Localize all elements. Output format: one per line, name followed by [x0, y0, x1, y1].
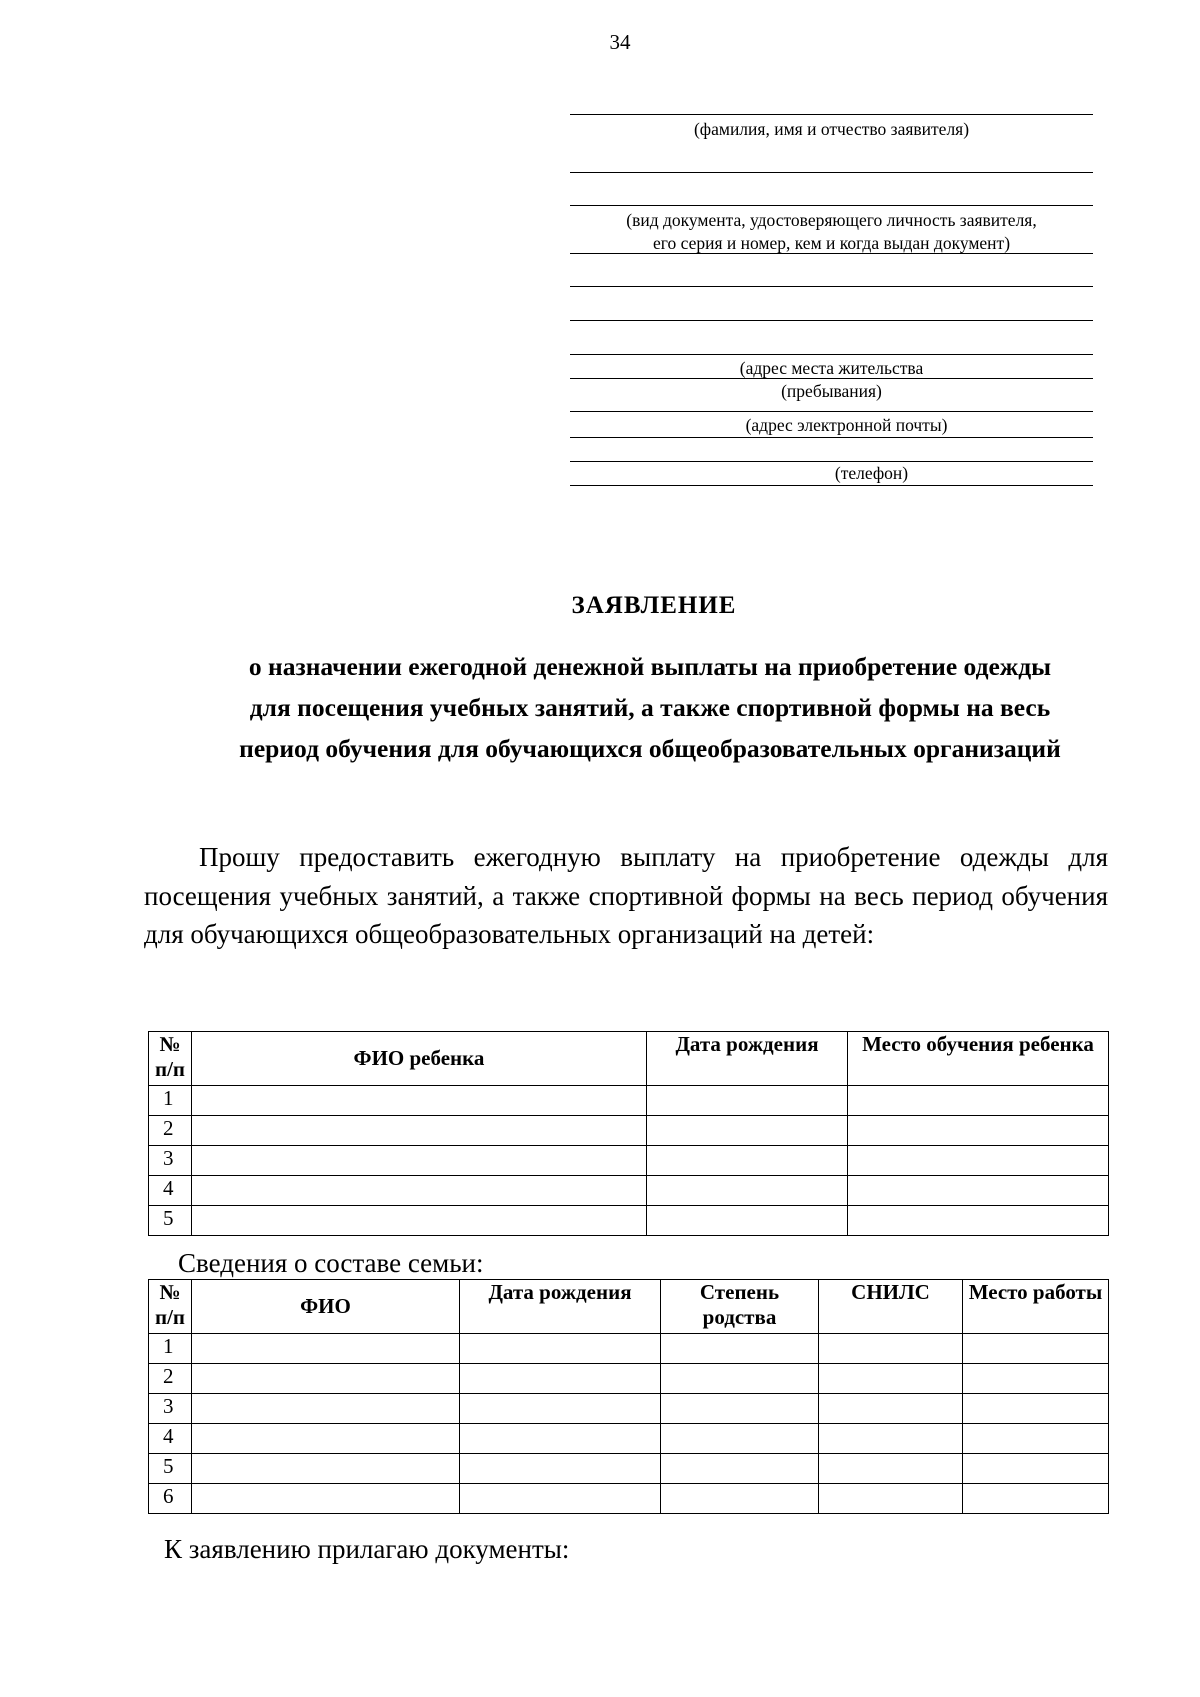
header-relation: Степень родства — [661, 1280, 819, 1334]
attachments-caption: К заявлению прилагаю документы: — [164, 1534, 570, 1564]
table-cell[interactable] — [647, 1116, 848, 1146]
children-table — [148, 1031, 1109, 1236]
header-child-fio: ФИО ребенка — [192, 1032, 647, 1086]
table-cell[interactable] — [192, 1394, 460, 1424]
table-cell[interactable] — [460, 1394, 661, 1424]
document-subtitle — [150, 646, 1150, 769]
row-number: 5 — [149, 1454, 192, 1484]
header-workplace: Место работы — [963, 1280, 1109, 1334]
table-cell[interactable] — [848, 1146, 1109, 1176]
email-field-line[interactable] — [570, 411, 1093, 412]
row-number: 5 — [149, 1206, 192, 1236]
header-school: Место обучения ребенка — [848, 1032, 1109, 1086]
table-row — [149, 1146, 1109, 1176]
table-cell[interactable] — [192, 1454, 460, 1484]
row-number: 2 — [149, 1364, 192, 1394]
table-cell[interactable] — [661, 1424, 819, 1454]
row-number: 1 — [149, 1334, 192, 1364]
table-cell[interactable] — [460, 1364, 661, 1394]
address-field-line-4[interactable] — [570, 378, 1093, 379]
row-number: 2 — [149, 1116, 192, 1146]
header-birth-date: Дата рождения — [460, 1280, 661, 1334]
table-cell[interactable] — [460, 1424, 661, 1454]
fio-field-line[interactable] — [570, 114, 1093, 115]
table-cell[interactable] — [963, 1484, 1109, 1514]
table-row — [149, 1206, 1109, 1236]
header-birth-date: Дата рождения — [647, 1032, 848, 1086]
table-row — [149, 1424, 1109, 1454]
row-number: 4 — [149, 1176, 192, 1206]
table-row — [149, 1454, 1109, 1484]
table-cell[interactable] — [192, 1116, 647, 1146]
children-table-header-row — [149, 1032, 1109, 1086]
header-num: № п/п — [149, 1280, 192, 1334]
table-cell[interactable] — [192, 1206, 647, 1236]
table-cell[interactable] — [963, 1334, 1109, 1364]
table-cell[interactable] — [848, 1116, 1109, 1146]
table-cell[interactable] — [661, 1394, 819, 1424]
table-cell[interactable] — [819, 1484, 963, 1514]
phone-caption: (телефон) — [834, 463, 909, 483]
address-field-line-2[interactable] — [570, 320, 1093, 321]
phone-field-line-2[interactable] — [570, 485, 1093, 486]
table-row — [149, 1394, 1109, 1424]
address-field-line-3[interactable] — [570, 354, 1093, 355]
table-cell[interactable] — [647, 1086, 848, 1116]
table-cell[interactable] — [819, 1394, 963, 1424]
subtitle-line-3: период обучения для обучающихся общеобразовательных организаций — [239, 734, 1061, 763]
table-cell[interactable] — [661, 1334, 819, 1364]
table-cell[interactable] — [192, 1146, 647, 1176]
table-cell[interactable] — [192, 1424, 460, 1454]
document-field-line-3[interactable] — [570, 253, 1093, 254]
page-number: 34 — [609, 30, 631, 54]
table-cell[interactable] — [819, 1424, 963, 1454]
table-row — [149, 1086, 1109, 1116]
subtitle-line-1: о назначении ежегодной денежной выплаты на приобретение одежды — [248, 652, 1052, 681]
family-table-header-row — [149, 1280, 1109, 1334]
table-cell[interactable] — [460, 1484, 661, 1514]
table-cell[interactable] — [192, 1086, 647, 1116]
email-field-line-2[interactable] — [570, 437, 1093, 438]
table-row — [149, 1334, 1109, 1364]
table-cell[interactable] — [192, 1176, 647, 1206]
subtitle-line-2: для посещения учебных занятий, а также спортивной формы на весь — [249, 693, 1051, 722]
table-cell[interactable] — [647, 1176, 848, 1206]
table-cell[interactable] — [963, 1394, 1109, 1424]
table-cell[interactable] — [848, 1176, 1109, 1206]
request-paragraph: Прошу предоставить ежегодную выплату на приобретение одежды для посещения учебных занятий, а также спортивной формы на весь период обучения для обучающихся общеобразовательных организаций на детей: — [144, 842, 1108, 949]
document-field-line-1[interactable] — [570, 172, 1093, 173]
row-number: 3 — [149, 1146, 192, 1176]
address-field-line-1[interactable] — [570, 286, 1093, 287]
document-caption-line1: (вид документа, удостоверяющего личность заявителя, — [626, 210, 1037, 230]
table-cell[interactable] — [647, 1206, 848, 1236]
document-caption-line2: его серия и номер, кем и когда выдан документ) — [652, 233, 1011, 253]
email-caption: (адрес электронной почты) — [745, 415, 948, 435]
table-cell[interactable] — [819, 1454, 963, 1484]
table-cell[interactable] — [848, 1206, 1109, 1236]
table-cell[interactable] — [647, 1146, 848, 1176]
table-row — [149, 1484, 1109, 1514]
table-cell[interactable] — [963, 1364, 1109, 1394]
header-snils: СНИЛС — [819, 1280, 963, 1334]
document-title: ЗАЯВЛЕНИЕ — [571, 592, 737, 619]
header-fio: ФИО — [192, 1280, 460, 1334]
row-number: 4 — [149, 1424, 192, 1454]
header-num: № п/п — [149, 1032, 192, 1086]
table-cell[interactable] — [848, 1086, 1109, 1116]
address-caption: (адрес места жительства (пребывания) — [739, 358, 924, 401]
table-cell[interactable] — [963, 1454, 1109, 1484]
table-cell[interactable] — [661, 1454, 819, 1484]
family-caption: Сведения о составе семьи: — [178, 1248, 484, 1278]
table-cell[interactable] — [661, 1364, 819, 1394]
table-row — [149, 1176, 1109, 1206]
table-cell[interactable] — [963, 1424, 1109, 1454]
table-cell[interactable] — [192, 1334, 460, 1364]
family-table — [148, 1279, 1109, 1514]
table-cell[interactable] — [192, 1364, 460, 1394]
table-cell[interactable] — [819, 1334, 963, 1364]
table-cell[interactable] — [460, 1454, 661, 1484]
table-cell[interactable] — [819, 1364, 963, 1394]
table-row — [149, 1116, 1109, 1146]
table-row — [149, 1364, 1109, 1394]
table-cell[interactable] — [661, 1484, 819, 1514]
row-number: 6 — [149, 1484, 192, 1514]
table-cell[interactable] — [192, 1484, 460, 1514]
table-cell[interactable] — [460, 1334, 661, 1364]
fio-caption: (фамилия, имя и отчество заявителя) — [693, 119, 970, 139]
row-number: 3 — [149, 1394, 192, 1424]
document-field-line-2[interactable] — [570, 205, 1093, 206]
row-number: 1 — [149, 1086, 192, 1116]
